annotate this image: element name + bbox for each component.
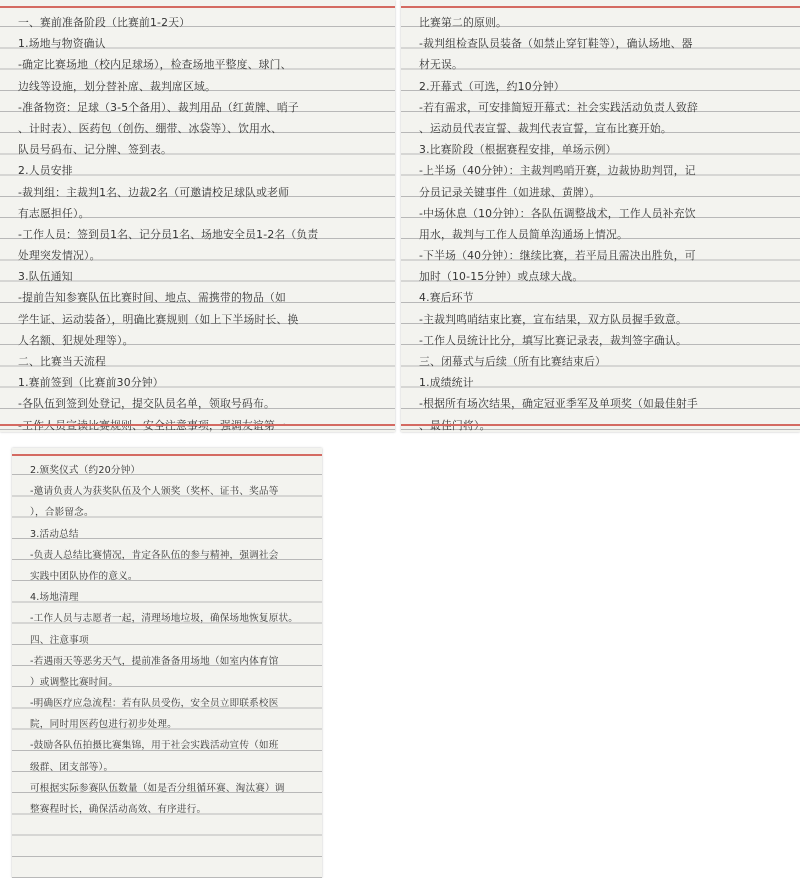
text-line: -若遇雨天等恶劣天气，提前准备备用场地（如室内体育馆: [30, 655, 279, 667]
text-line: 人名额、犯规处理等）。: [18, 333, 134, 347]
text-line: 三、闭幕式与后续（所有比赛结束后）: [419, 355, 606, 368]
text-line: 边线等设施，划分替补席、裁判席区域。: [18, 79, 216, 93]
text-line: -确定比赛场地（校内足球场），检查场地平整度、球门、: [18, 58, 292, 72]
text-line: -裁判组检查队员装备（如禁止穿钉鞋等），确认场地、器: [419, 37, 693, 51]
text-line: -鼓励各队伍拍摄比赛集锦，用于社会实践活动宣传（如班: [30, 740, 279, 752]
text-line: 学生证、运动装备），明确比赛规则（如上下半场时长、换: [18, 312, 299, 326]
page-bottom-margin-line: [0, 424, 395, 426]
text-line: 比赛第二的原则。: [419, 16, 507, 29]
text-line: 1.赛前签到（比赛前30分钟）: [18, 376, 164, 390]
text-line: 有志愿担任）。: [18, 206, 90, 220]
text-line: 处理突发情况）。: [18, 249, 101, 263]
text-line: 一、赛前准备阶段（比赛前1-2天）: [18, 16, 191, 29]
text-line: -明确医疗应急流程：若有队员受伤，安全员立即联系校医: [30, 698, 279, 710]
text-line: -邀请负责人为获奖队伍及个人颁奖（奖杯、证书、奖品等: [30, 486, 279, 498]
text-line: 二、比赛当天流程: [18, 355, 106, 368]
text-line: 3.队伍通知: [18, 270, 73, 284]
text-line: 加时（10-15分钟）或点球大战。: [419, 270, 584, 284]
text-line: -工作人员：签到员1名、记分员1名、场地安全员1-2名（负责: [18, 227, 319, 241]
text-line: -裁判组：主裁判1名、边裁2名（可邀请校足球队或老师: [18, 185, 290, 199]
text-line: 四、注意事项: [30, 634, 89, 646]
page-text-lines: [18, 12, 385, 432]
text-line: 队员号码布、记分牌、签到表。: [18, 143, 172, 157]
text-line: 分员记录关键事件（如进球、黄牌）。: [419, 185, 601, 199]
text-line: 、计时表）、医药包（创伤、绷带、冰袋等）、饮用水、: [18, 121, 283, 135]
text-line: 3.活动总结: [30, 528, 79, 540]
text-line: 材无误。: [419, 58, 463, 72]
notebook-page-1: [0, 0, 395, 432]
text-line: -若有需求，可安排简短开幕式：社会实践活动负责人致辞: [419, 100, 699, 114]
text-line: 级群、团支部等）。: [30, 761, 114, 773]
text-line: 2.人员安排: [18, 164, 73, 178]
text-line: -主裁判鸣哨结束比赛，宣布结果，双方队员握手致意。: [419, 312, 688, 326]
text-line: ）或调整比赛时间。: [30, 676, 119, 688]
notebook-page-3: [12, 448, 322, 878]
text-line: -上半场（40分钟）：主裁判鸣哨开赛，边裁协助判罚，记: [419, 164, 696, 178]
text-line: -各队伍到签到处登记，提交队员名单，领取号码布。: [18, 397, 276, 411]
text-line: 3.比赛阶段（根据赛程安排，单场示例）: [419, 143, 617, 157]
page-top-margin-line: [12, 454, 322, 456]
page-text-lines: [419, 12, 790, 432]
page-text-lines: [30, 460, 312, 820]
text-line: 可根据实际参赛队伍数量（如是否分组循环赛、淘汰赛）调: [30, 782, 285, 794]
notebook-page-2: [401, 0, 800, 432]
text-line: 1.成绩统计: [419, 376, 474, 390]
text-line: 用水，裁判与工作人员简单沟通场上情况。: [419, 227, 628, 241]
page-top-margin-line: [0, 6, 395, 8]
text-line: ），合影留念。: [30, 507, 94, 519]
text-line: 2.开幕式（可选，约10分钟）: [419, 79, 565, 93]
text-line: -下半场（40分钟）：继续比赛，若平局且需决出胜负，可: [419, 249, 696, 263]
page-bottom-margin-line: [401, 424, 800, 426]
text-line: -工作人员与志愿者一起，清理场地垃圾，确保场地恢复原状。: [30, 613, 299, 625]
text-line: 、运动员代表宣誓、裁判代表宣誓，宣布比赛开始。: [419, 121, 672, 135]
text-line: 4.赛后环节: [419, 291, 474, 305]
text-line: -准备物资：足球（3-5个备用）、裁判用品（红黄牌、哨子: [18, 100, 299, 114]
text-line: -工作人员统计比分，填写比赛记录表，裁判签字确认。: [419, 333, 688, 347]
text-line: -中场休息（10分钟）：各队伍调整战术，工作人员补充饮: [419, 206, 696, 220]
text-line: 4.场地清理: [30, 592, 79, 604]
text-line: 2.颁奖仪式（约20分钟）: [30, 465, 141, 476]
text-line: 1.场地与物资确认: [18, 37, 106, 51]
text-line: -负责人总结比赛情况，肯定各队伍的参与精神，强调社会: [30, 549, 279, 561]
text-line: 整赛程时长，确保活动高效、有序进行。: [30, 804, 207, 815]
text-line: 院，同时用医药包进行初步处理。: [30, 719, 177, 731]
page-top-margin-line: [401, 6, 800, 8]
text-line: -根据所有场次结果，确定冠亚季军及单项奖（如最佳射手: [419, 397, 699, 411]
text-line: 实践中团队协作的意义。: [30, 570, 138, 582]
text-line: -提前告知参赛队伍比赛时间、地点、需携带的物品（如: [18, 291, 287, 305]
